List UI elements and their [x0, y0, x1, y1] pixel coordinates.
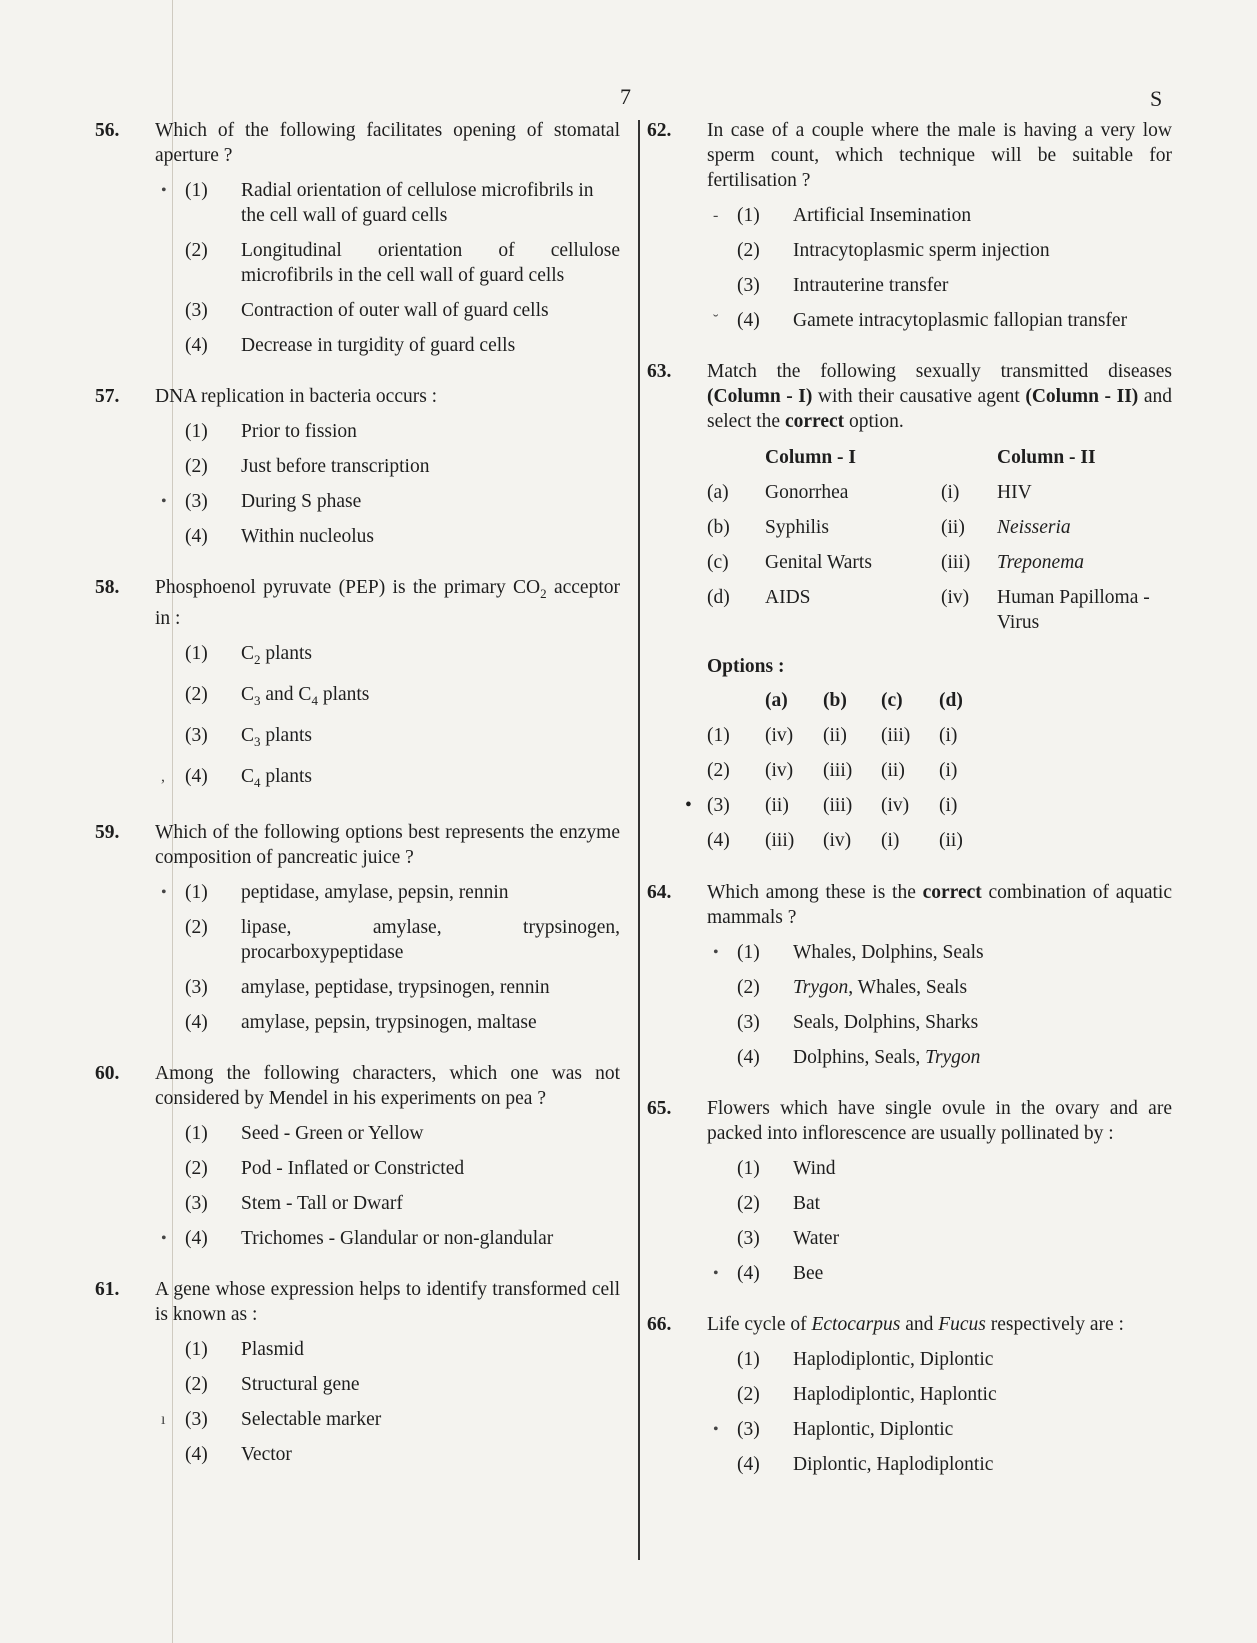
- question-number: 61.: [95, 1279, 120, 1301]
- question-63: [647, 359, 1172, 858]
- option-4[interactable]: • (4) Trichomes - Glandular or non-glandular: [161, 1228, 554, 1250]
- question-62: [647, 118, 1172, 333]
- question-number: 64.: [647, 882, 672, 903]
- option-4[interactable]: (4) (iii) (iv) (i) (ii): [707, 830, 963, 851]
- option-3[interactable]: (3) Stem - Tall or Dwarf: [185, 1193, 403, 1215]
- question-number: 58.: [95, 577, 120, 598]
- option-3[interactable]: (3) Intrauterine transfer: [737, 275, 949, 296]
- question-56: [95, 118, 620, 358]
- question-text: Which among these is the correct combination of aquatic mammals ?: [707, 882, 1172, 928]
- test-series-code: S: [1150, 86, 1163, 111]
- option-4[interactable]: (4) amylase, pepsin, trypsinogen, maltase: [185, 1012, 537, 1034]
- option-2[interactable]: (2) Trygon, Whales, Seals: [737, 977, 968, 998]
- option-4[interactable]: (4) Within nucleolus: [185, 526, 374, 547]
- question-number: 57.: [95, 386, 120, 407]
- question-58: [95, 575, 620, 794]
- tick-mark: •: [161, 182, 167, 199]
- option-1[interactable]: (1) (iv) (ii) (iii) (i): [707, 725, 958, 746]
- option-3[interactable]: (3) Contraction of outer wall of guard cells: [185, 300, 549, 321]
- question-number: 59.: [95, 822, 120, 844]
- question-text: Flowers which have single ovule in the ovary and are packed into inflorescence are usually pollinated by :: [707, 1098, 1172, 1144]
- option-1[interactable]: (1) Haplodiplontic, Diplontic: [737, 1349, 994, 1370]
- column-1-heading: Column - I: [765, 447, 857, 468]
- match-table: [707, 440, 1172, 640]
- option-1[interactable]: (1) $C_2$ plants: [185, 642, 312, 667]
- option-2[interactable]: (2) Just before transcription: [185, 456, 430, 477]
- question-text: A gene whose expression helps to identify transformed cell is known as :: [155, 1279, 620, 1326]
- option-3[interactable]: (3) Seals, Dolphins, Sharks: [737, 1012, 979, 1033]
- question-number: 66.: [647, 1314, 672, 1335]
- option-1[interactable]: • (1) peptidase, amylase, pepsin, rennin: [161, 882, 509, 904]
- option-2[interactable]: (2) Haplodiplontic, Haplontic: [737, 1384, 997, 1405]
- tick-mark: •: [161, 1230, 167, 1248]
- tick-mark: •: [713, 1421, 719, 1438]
- question-text: Life cycle of Ectocarpus and Fucus respectively are :: [707, 1314, 1124, 1335]
- tick-mark: •: [161, 884, 167, 902]
- option-3[interactable]: ı (3) Selectable marker: [161, 1409, 382, 1431]
- column-divider: [638, 120, 640, 1560]
- question-65: [647, 1096, 1172, 1286]
- option-4[interactable]: , (4) $C_4$ plants: [161, 765, 312, 790]
- option-4[interactable]: (4) Decrease in turgidity of guard cells: [185, 335, 516, 356]
- question-60: [95, 1061, 620, 1251]
- question-66: [647, 1312, 1172, 1477]
- option-3[interactable]: (3) $C_3$ plants: [185, 724, 312, 749]
- question-number: 62.: [647, 120, 672, 141]
- option-1[interactable]: - (1) Artificial Insemination: [713, 205, 972, 226]
- tick-mark: -: [713, 207, 719, 224]
- page-number: 7: [620, 84, 631, 109]
- question-59: [95, 820, 620, 1035]
- option-1[interactable]: • (1) Whales, Dolphins, Seals: [713, 942, 984, 963]
- tick-mark: ,: [161, 767, 165, 785]
- option-3[interactable]: (3) Water: [737, 1228, 840, 1249]
- tick-mark: ˘: [713, 312, 719, 329]
- options-label: Options :: [707, 656, 785, 677]
- question-number: 56.: [95, 120, 120, 141]
- tick-mark: •: [713, 1265, 719, 1282]
- option-4[interactable]: (4) Dolphins, Seals, Trygon: [737, 1047, 981, 1068]
- question-61: [95, 1277, 620, 1467]
- table-row: (d) AIDS (iv) Human Papilloma - Virus: [707, 587, 1150, 633]
- question-text: Match the following sexually transmitted diseases (Column - I) with their causative agent (Column - II) and select the correct option.: [707, 361, 1172, 432]
- question-text: Among the following characters, which one was not considered by Mendel in his experiments on pea ?: [155, 1063, 620, 1110]
- column-2-heading: Column - II: [997, 447, 1096, 468]
- options-grid: (a) (b) (c) (d) (1) (iv) (ii) (iii) (i) (2) (iv) (iii) (ii) (i) • (3) (ii) (iii) (iv) (i) (4) (iii) (iv) (i) (ii): [707, 683, 997, 858]
- option-4[interactable]: (4) Vector: [185, 1444, 292, 1466]
- left-column: [95, 118, 620, 1467]
- option-4[interactable]: (4) Diplontic, Haplodiplontic: [737, 1454, 994, 1475]
- tick-mark: •: [685, 795, 692, 816]
- question-text: Which of the following facilitates opening of stomatal aperture ?: [155, 120, 620, 166]
- option-1[interactable]: (1) Prior to fission: [185, 421, 357, 442]
- tick-mark: ı: [161, 1411, 166, 1429]
- option-1[interactable]: • (1) Radial orientation of cellulose microfibrils in the cell wall of guard cells: [161, 180, 594, 226]
- option-2[interactable]: (2) Bat: [737, 1193, 821, 1214]
- question-number: 65.: [647, 1098, 672, 1119]
- table-row: (b) Syphilis (ii) Neisseria: [707, 517, 1071, 538]
- option-3[interactable]: • (3) During S phase: [161, 491, 362, 512]
- option-2[interactable]: (2) Pod - Inflated or Constricted: [185, 1158, 465, 1180]
- question-text: In case of a couple where the male is having a very low sperm count, which technique will be suitable for fertilisation ?: [707, 120, 1172, 191]
- option-3[interactable]: • (3) (ii) (iii) (iv) (i): [685, 795, 958, 816]
- question-number: 63.: [647, 361, 672, 382]
- option-2[interactable]: (2) (iv) (iii) (ii) (i): [707, 760, 958, 781]
- option-2[interactable]: (2) lipase, amylase, trypsinogen, procarboxypeptidase: [185, 917, 620, 964]
- option-2[interactable]: (2) Longitudinal orientation of cellulose microfibrils in the cell wall of guard cells: [185, 240, 620, 286]
- question-64: [647, 880, 1172, 1070]
- option-2[interactable]: (2) Structural gene: [185, 1374, 360, 1396]
- option-1[interactable]: (1) Seed - Green or Yellow: [185, 1123, 424, 1145]
- option-2[interactable]: (2) $C_3$ and $C_4$ plants: [185, 683, 370, 708]
- option-3[interactable]: • (3) Haplontic, Diplontic: [713, 1419, 954, 1440]
- question-text: DNA replication in bacteria occurs :: [155, 386, 438, 407]
- tick-mark: •: [713, 944, 719, 961]
- question-text: Phosphoenol pyruvate (PEP) is the primary $CO_2$ acceptor in :: [155, 577, 620, 629]
- option-2[interactable]: (2) Intracytoplasmic sperm injection: [737, 240, 1050, 261]
- option-1[interactable]: (1) Wind: [737, 1158, 836, 1179]
- question-number: 60.: [95, 1063, 120, 1085]
- tick-mark: •: [161, 493, 167, 510]
- table-row: (a) Gonorrhea (i) HIV: [707, 482, 1032, 503]
- option-3[interactable]: (3) amylase, peptidase, trypsinogen, rennin: [185, 977, 550, 999]
- question-57: [95, 384, 620, 549]
- option-4[interactable]: • (4) Bee: [713, 1263, 824, 1284]
- question-text: Which of the following options best represents the enzyme composition of pancreatic juice ?: [155, 822, 620, 869]
- option-4[interactable]: ˘ (4) Gamete intracytoplasmic fallopian transfer: [713, 310, 1128, 331]
- right-column: [647, 118, 1172, 1477]
- option-1[interactable]: (1) Plasmid: [185, 1339, 304, 1361]
- table-row: (c) Genital Warts (iii) Treponema: [707, 552, 1085, 573]
